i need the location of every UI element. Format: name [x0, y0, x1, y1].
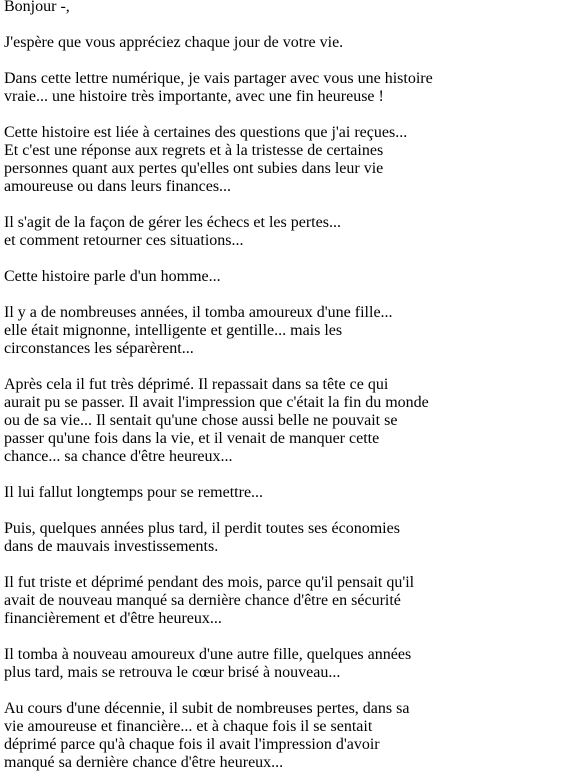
letter-paragraph [4, 34, 574, 52]
text-line: Il y a de nombreuses années, il tomba amoureux d'une fille... [4, 304, 393, 321]
text-line: dans de mauvais investissements. [4, 538, 219, 555]
letter-paragraph [4, 574, 574, 628]
text-line: Bonjour -, [4, 0, 70, 15]
text-line: Puis, quelques années plus tard, il perdit toutes ses économies [4, 520, 400, 537]
text-line: ou de sa vie... Il sentait qu'une chose aussi belle ne pouvait se [4, 412, 398, 429]
text-line: vie amoureuse et financière... et à chaque fois il se sentait [4, 718, 373, 735]
text-line: elle était mignonne, intelligente et gentille... mais les [4, 322, 343, 339]
letter-paragraph [4, 520, 574, 556]
text-line: plus tard, mais se retrouva le cœur brisé à nouveau... [4, 664, 341, 681]
text-line: chance... sa chance d'être heureux... [4, 448, 233, 465]
text-line: Cette histoire parle d'un homme... [4, 268, 221, 285]
text-line: financièrement et d'être heureux... [4, 610, 222, 627]
text-line: Au cours d'une décennie, il subit de nombreuses pertes, dans sa [4, 700, 410, 717]
text-line: Il lui fallut longtemps pour se remettre... [4, 484, 264, 501]
text-line: Cette histoire est liée à certaines des questions que j'ai reçues... [4, 124, 408, 141]
letter-greeting [4, 0, 574, 16]
text-line: Il fut triste et déprimé pendant des mois, parce qu'il pensait qu'il [4, 574, 415, 591]
letter-paragraph [4, 214, 574, 250]
text-line: Il s'agit de la façon de gérer les échecs et les pertes... [4, 214, 341, 231]
letter-paragraph [4, 304, 574, 358]
letter-paragraph [4, 484, 574, 502]
text-line: vraie... une histoire très importante, avec une fin heureuse ! [4, 88, 384, 105]
letter-paragraph [4, 646, 574, 682]
text-line: personnes quant aux pertes qu'elles ont subies dans leur vie [4, 160, 384, 177]
text-line: déprimé parce qu'à chaque fois il avait l'impression d'avoir [4, 736, 380, 753]
text-line: aurait pu se passer. Il avait l'impression que c'était la fin du monde [4, 394, 429, 411]
text-line: Dans cette lettre numérique, je vais partager avec vous une histoire [4, 70, 433, 87]
text-line: et comment retourner ces situations... [4, 232, 244, 249]
text-line: avait de nouveau manqué sa dernière chance d'être en sécurité [4, 592, 401, 609]
letter-paragraph [4, 268, 574, 286]
text-line: circonstances les séparèrent... [4, 340, 194, 357]
letter-body [4, 0, 574, 772]
letter-paragraph [4, 70, 574, 106]
text-line: Après cela il fut très déprimé. Il repassait dans sa tête ce qui [4, 376, 389, 393]
letter-paragraph [4, 700, 574, 772]
text-line: J'espère que vous appréciez chaque jour de votre vie. [4, 34, 344, 51]
letter-paragraph [4, 376, 574, 466]
text-line: manqué sa dernière chance d'être heureux... [4, 754, 284, 771]
text-line: Et c'est une réponse aux regrets et à la tristesse de certaines [4, 142, 384, 159]
text-line: passer qu'une fois dans la vie, et il venait de manquer cette [4, 430, 380, 447]
text-line: amoureuse ou dans leurs finances... [4, 178, 232, 195]
text-line: Il tomba à nouveau amoureux d'une autre fille, quelques années [4, 646, 412, 663]
letter-paragraph [4, 124, 574, 196]
